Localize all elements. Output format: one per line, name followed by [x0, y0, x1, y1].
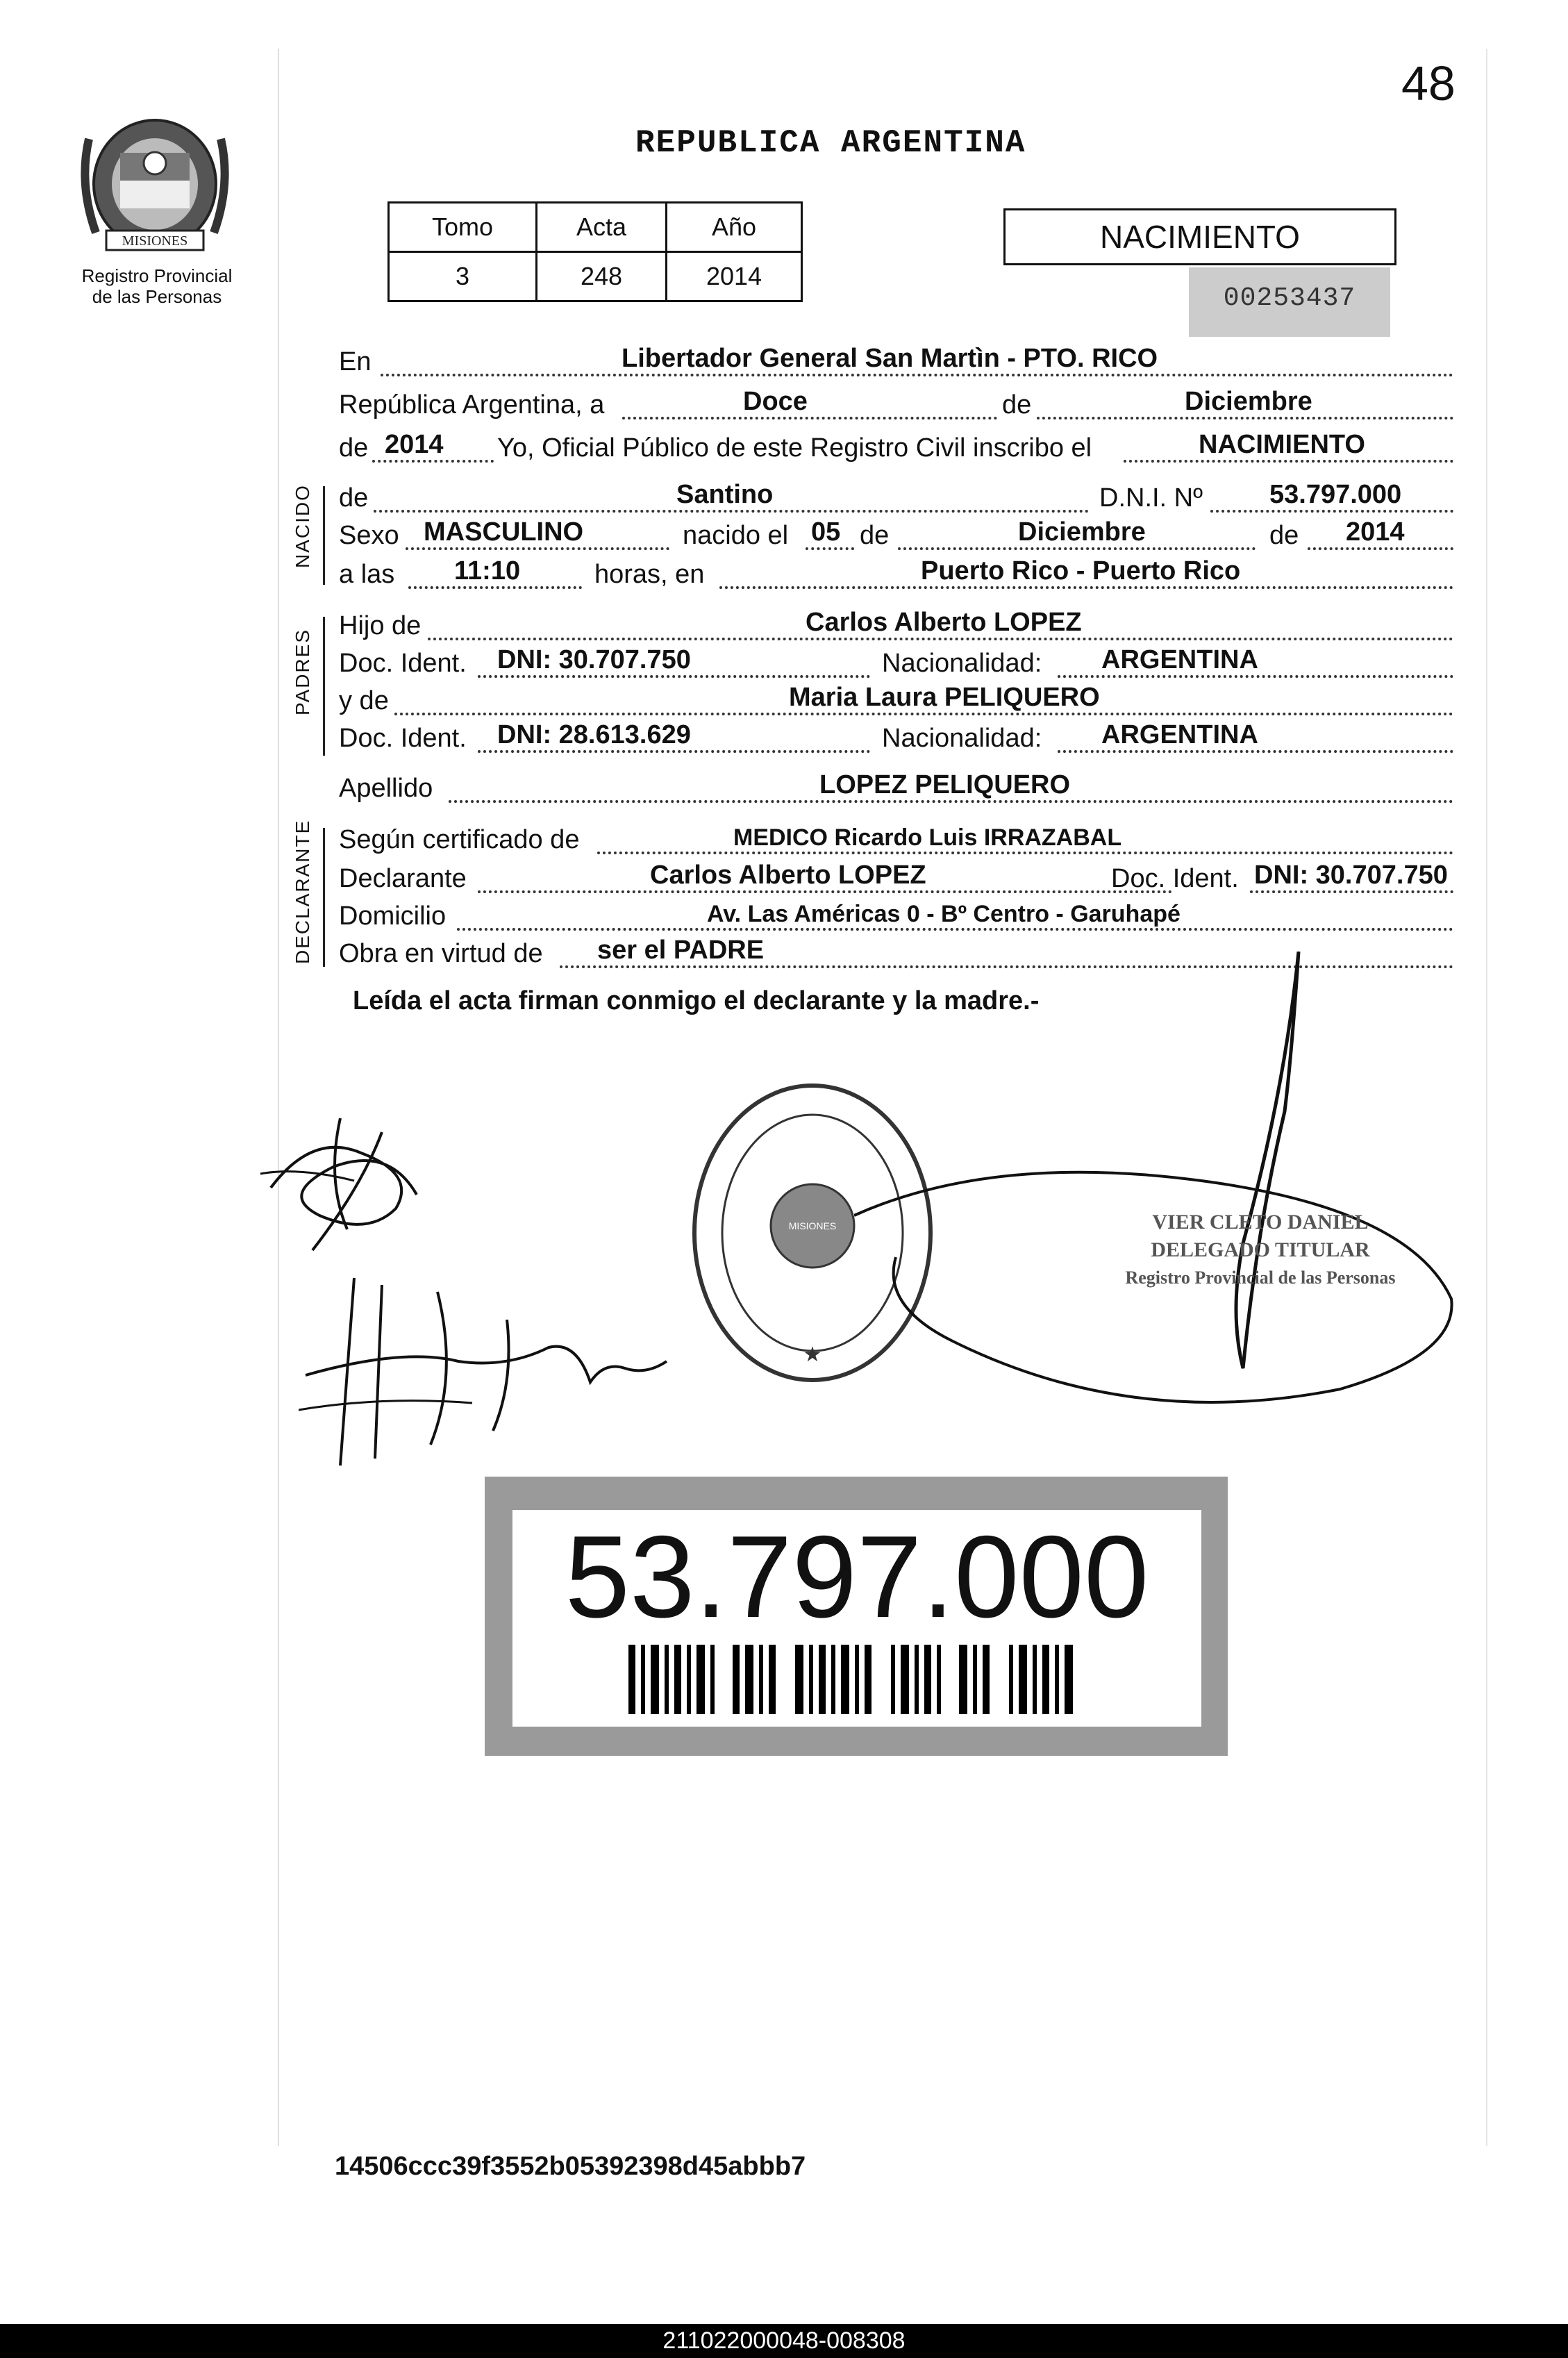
acta-header: Acta	[537, 203, 667, 252]
field-label: y de	[339, 686, 389, 715]
field-label: Nacionalidad:	[882, 724, 1042, 753]
field-label: de	[1002, 390, 1032, 420]
svg-text:MISIONES: MISIONES	[122, 233, 188, 249]
field-declarante	[339, 861, 1457, 896]
dotted-line	[394, 713, 1453, 715]
barcode-bars	[628, 1645, 1080, 1714]
dotted-line	[622, 417, 997, 420]
field-label: de	[339, 433, 369, 463]
dotted-line	[478, 675, 870, 678]
field-label: Yo, Oficial Público de este Registro Civil inscribo el	[497, 433, 1092, 463]
official-stamp-line2: DELEGADO TITULAR	[1151, 1238, 1370, 1261]
field-value: NACIMIENTO	[1199, 430, 1365, 459]
record-type-box: NACIMIENTO	[1003, 208, 1396, 265]
dotted-line	[374, 510, 1089, 513]
official-stamp-line1: VIER CLETO DANIEL	[1152, 1211, 1369, 1234]
field-label: Doc. Ident.	[339, 724, 467, 753]
registry-caption-line1: Registro Provincial	[81, 265, 233, 286]
field-value: Santino	[676, 480, 774, 509]
anio-header: Año	[667, 203, 802, 252]
field-value: DNI: 28.613.629	[497, 720, 691, 749]
field-hijo-de	[339, 608, 1457, 643]
field-value: ARGENTINA	[1101, 645, 1258, 674]
field-label: Según certificado de	[339, 825, 580, 854]
field-label: de	[860, 521, 890, 550]
field-label: nacido el	[683, 521, 789, 550]
field-label: Doc. Ident.	[1111, 864, 1239, 893]
dotted-line	[478, 750, 870, 753]
dotted-line	[1124, 460, 1453, 463]
footer-id: 211022000048-008308	[0, 2324, 1568, 2358]
dotted-line	[478, 890, 1172, 893]
serial-number: 00253437	[1189, 267, 1390, 337]
field-label: de	[339, 483, 369, 513]
dotted-line	[457, 928, 1453, 931]
dotted-line	[1058, 750, 1453, 753]
registry-caption-line2: de las Personas	[92, 286, 222, 307]
declarante-bracket	[323, 828, 325, 967]
anio-value: 2014	[667, 252, 802, 301]
page-number: 48	[1401, 56, 1456, 110]
field-label: Sexo	[339, 521, 399, 550]
field-sexo	[339, 517, 1457, 553]
field-value: Av. Las Américas 0 - Bº Centro - Garuhapé	[707, 901, 1181, 927]
dotted-line	[449, 800, 1453, 803]
field-value: LOPEZ PELIQUERO	[819, 770, 1071, 799]
acta-value: 248	[537, 252, 667, 301]
field-value: MASCULINO	[424, 517, 584, 547]
field-padre-doc	[339, 645, 1457, 681]
field-domicilio	[339, 902, 1457, 933]
closing-statement: Leída el acta firman conmigo el declarante y la madre.-	[353, 986, 1040, 1015]
field-value: Diciembre	[1018, 517, 1146, 547]
field-label: Doc. Ident.	[339, 649, 467, 678]
field-apellido	[339, 770, 1457, 806]
field-nombre	[339, 480, 1457, 515]
nacido-bracket	[323, 486, 325, 585]
official-stamp-line3: Registro Provincial de las Personas	[1125, 1268, 1396, 1288]
official-signature	[854, 952, 1465, 1452]
dotted-line	[1058, 675, 1453, 678]
declarant-signature	[257, 1090, 465, 1264]
tomo-acta-anio-table	[387, 201, 803, 302]
field-label: Hijo de	[339, 611, 422, 640]
field-hora	[339, 556, 1457, 592]
dotted-line	[372, 460, 494, 463]
field-en	[339, 344, 1457, 379]
field-label: Domicilio	[339, 902, 447, 931]
dni-number-large: 53.797.000	[565, 1511, 1149, 1642]
tomo-header: Tomo	[389, 203, 537, 252]
field-value: Carlos Alberto LOPEZ	[806, 608, 1082, 637]
field-label: de	[1269, 521, 1299, 550]
dotted-line	[898, 547, 1256, 550]
dotted-line	[806, 547, 854, 550]
tomo-value: 3	[389, 252, 537, 301]
field-value: Diciembre	[1185, 387, 1312, 416]
registry-caption	[49, 265, 265, 307]
padres-bracket	[323, 617, 325, 756]
official-name-stamp	[1111, 1209, 1410, 1292]
field-value: 11:10	[454, 556, 521, 586]
field-value: Doce	[743, 387, 808, 416]
field-value: DNI: 30.707.750	[1254, 861, 1448, 890]
section-label-padres: PADRES	[292, 628, 313, 715]
document-hash: 14506ccc39f3552b05392398d45abbb7	[335, 2152, 806, 2181]
dotted-line	[1037, 417, 1453, 420]
field-value: Maria Laura PELIQUERO	[789, 683, 1100, 712]
right-margin-line	[1486, 49, 1487, 2146]
field-madre-doc	[339, 720, 1457, 756]
field-anio-line	[339, 430, 1457, 465]
dotted-line	[1308, 547, 1453, 550]
field-value: 05	[811, 517, 841, 547]
section-label-declarante: DECLARANTE	[292, 819, 313, 964]
field-label: D.N.I. Nº	[1099, 483, 1203, 513]
dotted-line	[408, 586, 582, 589]
field-value: Carlos Alberto LOPEZ	[650, 861, 926, 890]
field-label: República Argentina, a	[339, 390, 605, 420]
field-republica	[339, 387, 1457, 422]
field-label: a las	[339, 560, 395, 589]
document-title: REPUBLICA ARGENTINA	[635, 125, 1026, 161]
field-value: MEDICO Ricardo Luis IRRAZABAL	[733, 824, 1122, 851]
field-value: ser el PADRE	[597, 936, 765, 965]
field-certificado	[339, 825, 1457, 857]
field-label: Nacionalidad:	[882, 649, 1042, 678]
dotted-line	[1250, 890, 1453, 893]
field-value: DNI: 30.707.750	[497, 645, 691, 674]
section-label-nacido: NACIDO	[292, 484, 313, 568]
dotted-line	[428, 638, 1453, 640]
field-label: Declarante	[339, 864, 467, 893]
dotted-line	[1210, 510, 1453, 513]
field-label: En	[339, 347, 372, 376]
field-y-de	[339, 683, 1457, 718]
dotted-line	[719, 586, 1453, 589]
mother-signature	[299, 1264, 674, 1472]
svg-text:★: ★	[803, 1343, 822, 1366]
field-value: 53.797.000	[1269, 480, 1402, 509]
field-value: ARGENTINA	[1101, 720, 1258, 749]
dotted-line	[597, 852, 1453, 854]
province-crest-logo	[75, 111, 235, 257]
field-value: 2014	[1346, 517, 1405, 547]
svg-text:MISIONES: MISIONES	[788, 1220, 837, 1231]
field-value: Puerto Rico - Puerto Rico	[921, 556, 1241, 586]
field-label: Apellido	[339, 774, 433, 803]
field-label: Obra en virtud de	[339, 939, 543, 968]
field-value: 2014	[385, 430, 444, 459]
dotted-line	[381, 374, 1453, 376]
field-label: horas, en	[594, 560, 705, 589]
field-value: Libertador General San Martìn - PTO. RICO	[622, 344, 1158, 373]
dotted-line	[406, 547, 669, 550]
